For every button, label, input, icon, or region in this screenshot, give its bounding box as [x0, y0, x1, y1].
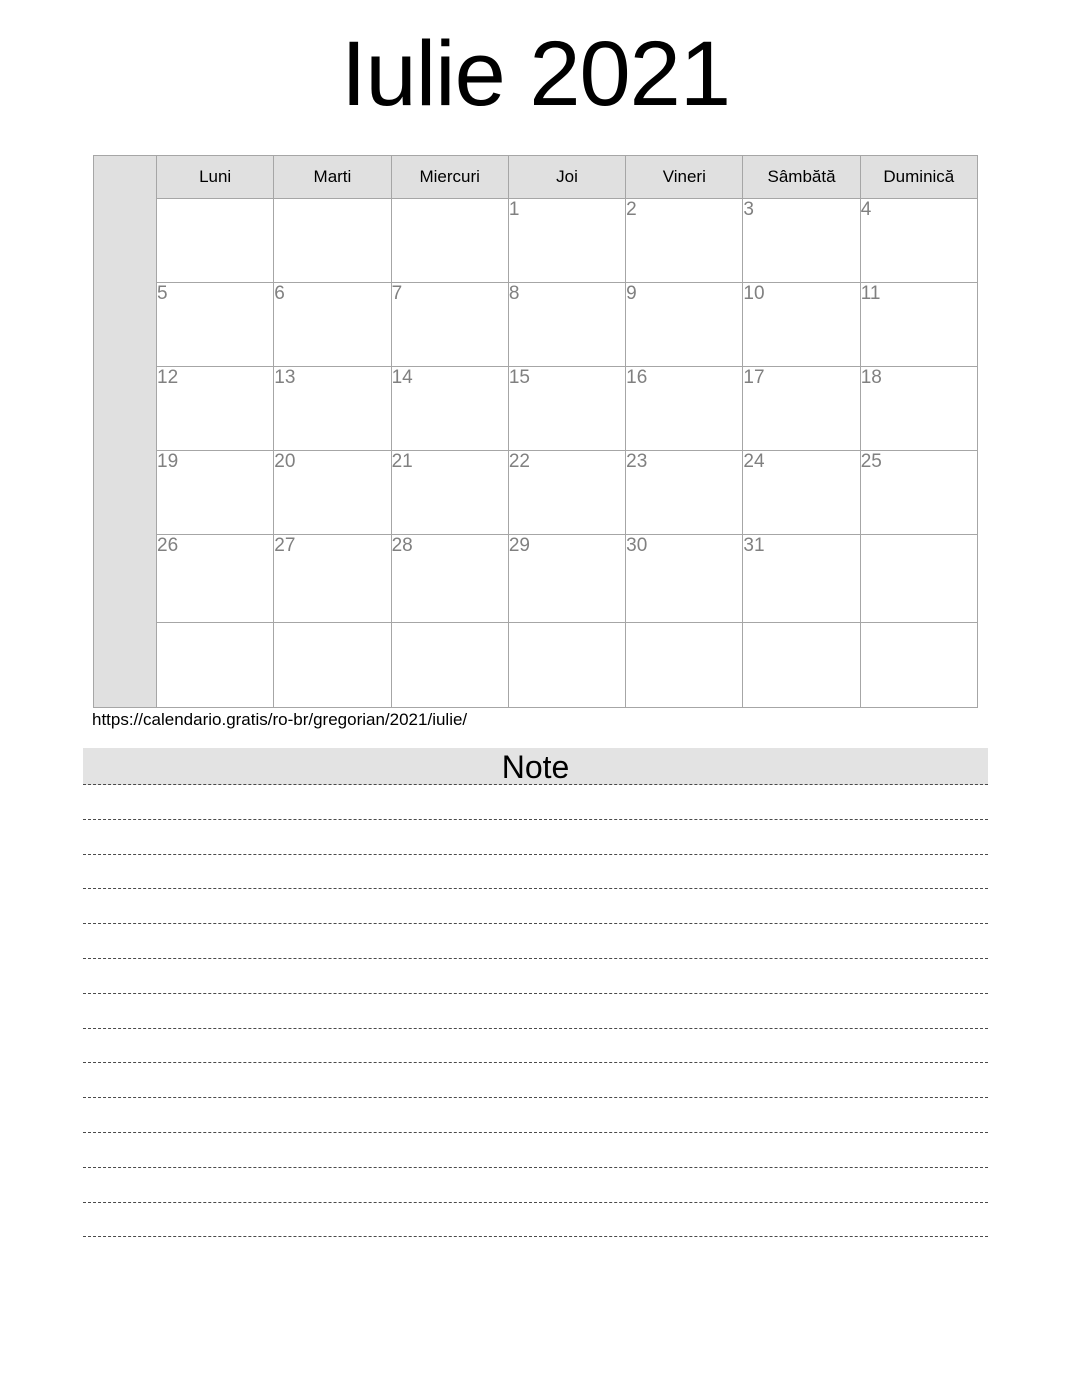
- calendar-table: [93, 155, 978, 708]
- day-header-duminica: Duminică: [860, 156, 977, 199]
- calendar-day-cell: 16: [626, 367, 743, 451]
- note-line: [83, 855, 988, 890]
- calendar-day-cell: [391, 199, 508, 283]
- notes-header: Note: [83, 748, 988, 785]
- calendar-day-cell: 25: [860, 451, 977, 535]
- note-line: [83, 959, 988, 994]
- calendar-day-cell: [860, 623, 977, 708]
- calendar-day-cell: 1: [508, 199, 625, 283]
- note-line: [83, 1203, 988, 1238]
- calendar-week-row: [94, 367, 978, 451]
- calendar-week-row: [94, 623, 978, 708]
- calendar-day-cell: [508, 623, 625, 708]
- calendar-day-cell: 15: [508, 367, 625, 451]
- calendar-day-cell: 31: [743, 535, 860, 623]
- note-line: [83, 1029, 988, 1064]
- note-line: [83, 994, 988, 1029]
- note-line: [83, 1063, 988, 1098]
- calendar-day-cell: 12: [157, 367, 274, 451]
- note-line: [83, 1133, 988, 1168]
- calendar-day-cell: 19: [157, 451, 274, 535]
- note-line: [83, 889, 988, 924]
- calendar-day-cell: 18: [860, 367, 977, 451]
- calendar-day-cell: 6: [274, 283, 391, 367]
- day-header-marti: Marti: [274, 156, 391, 199]
- note-line: [83, 1168, 988, 1203]
- calendar-day-cell: 17: [743, 367, 860, 451]
- calendar-day-cell: 11: [860, 283, 977, 367]
- calendar-day-cell: 9: [626, 283, 743, 367]
- note-line: [83, 924, 988, 959]
- calendar-day-cell: 7: [391, 283, 508, 367]
- calendar-day-cell: [743, 623, 860, 708]
- calendar-day-cell: 10: [743, 283, 860, 367]
- day-header-joi: Joi: [508, 156, 625, 199]
- note-line: [83, 1098, 988, 1133]
- calendar-day-cell: 4: [860, 199, 977, 283]
- day-header-vineri: Vineri: [626, 156, 743, 199]
- day-header-luni: Luni: [157, 156, 274, 199]
- calendar-day-cell: 3: [743, 199, 860, 283]
- calendar-day-cell: [626, 623, 743, 708]
- calendar-day-cell: 2: [626, 199, 743, 283]
- calendar-day-cell: [157, 623, 274, 708]
- calendar-day-cell: [391, 623, 508, 708]
- source-url-link[interactable]: https://calendario.gratis/ro-br/gregorian/2021/iulie/: [92, 710, 468, 729]
- page-title: Iulie 2021: [341, 23, 730, 125]
- calendar-day-cell: 24: [743, 451, 860, 535]
- calendar-day-cell: 23: [626, 451, 743, 535]
- day-header-miercuri: Miercuri: [391, 156, 508, 199]
- calendar-header-row: [94, 156, 978, 199]
- calendar-day-cell: 22: [508, 451, 625, 535]
- calendar-day-cell: 13: [274, 367, 391, 451]
- calendar-day-cell: 20: [274, 451, 391, 535]
- calendar-week-row: [94, 283, 978, 367]
- calendar-day-cell: [274, 623, 391, 708]
- calendar-left-gutter: [94, 156, 157, 708]
- note-line: [83, 785, 988, 820]
- calendar-day-cell: 26: [157, 535, 274, 623]
- calendar-day-cell: 27: [274, 535, 391, 623]
- calendar-day-cell: 29: [508, 535, 625, 623]
- calendar-day-cell: [274, 199, 391, 283]
- day-header-sambata: Sâmbătă: [743, 156, 860, 199]
- calendar-day-cell: 21: [391, 451, 508, 535]
- calendar-day-cell: [860, 535, 977, 623]
- note-line: [83, 820, 988, 855]
- calendar-day-cell: 5: [157, 283, 274, 367]
- calendar-day-cell: 14: [391, 367, 508, 451]
- note-lines: [83, 785, 988, 1237]
- calendar-week-row: [94, 199, 978, 283]
- calendar-day-cell: [157, 199, 274, 283]
- calendar-day-cell: 30: [626, 535, 743, 623]
- calendar-day-cell: 28: [391, 535, 508, 623]
- notes-section: [83, 748, 988, 1237]
- calendar-day-cell: 8: [508, 283, 625, 367]
- calendar-week-row: [94, 535, 978, 623]
- calendar-week-row: [94, 451, 978, 535]
